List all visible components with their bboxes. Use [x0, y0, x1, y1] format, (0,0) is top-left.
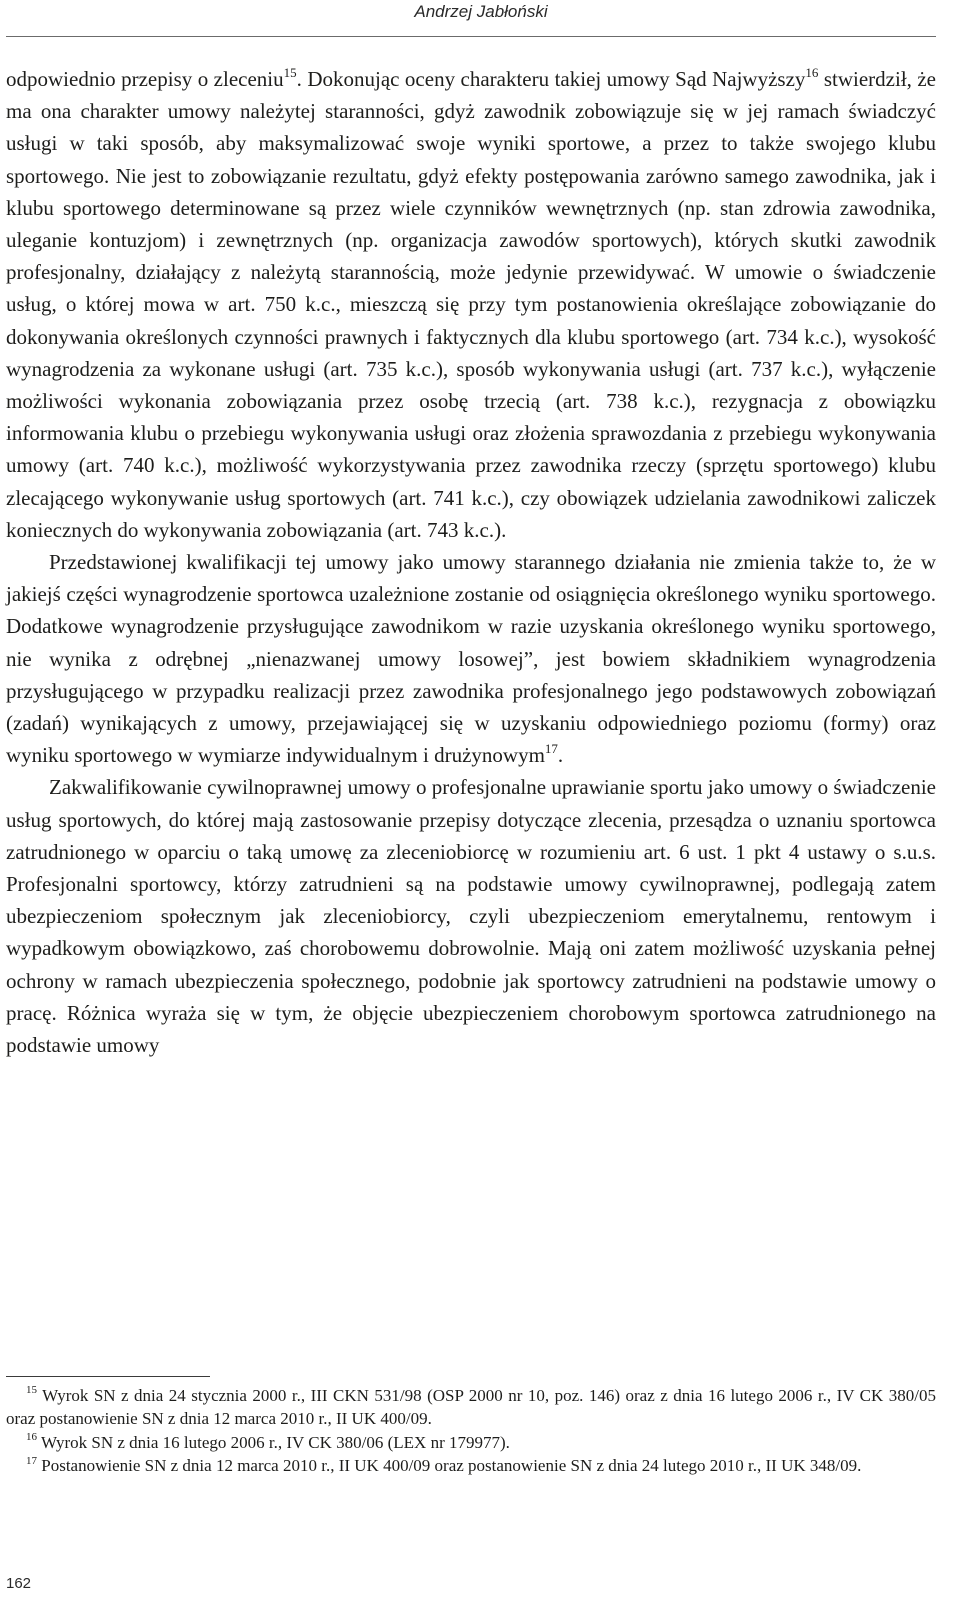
footnotes: [6, 1384, 936, 1478]
footnote-number: 17: [26, 1454, 37, 1467]
footnote-text: Wyrok SN z dnia 16 lutego 2006 r., IV CK 380/06 (LEX nr 179977).: [37, 1432, 510, 1452]
footnote-text: Wyrok SN z dnia 24 stycznia 2000 r., III CKN 531/98 (OSP 2000 nr 10, poz. 146) oraz z dnia 16 lutego 2006 r., IV CK 380/05 oraz postanowienie SN z dnia 12 marca 2010 r., II UK 400/09.: [6, 1386, 936, 1429]
paragraph-text: . Dokonując oceny charakteru takiej umowy Sąd Najwyższy: [296, 67, 806, 91]
main-text: [6, 63, 936, 1061]
footnote-number: 15: [26, 1384, 37, 1397]
paragraph-text: odpowiednio przepisy o zleceniu: [6, 67, 284, 91]
page-number: 162: [6, 1575, 32, 1592]
paragraph-2: [6, 546, 936, 771]
paragraph-text: .: [557, 743, 564, 768]
header-author: Andrzej Jabłoński: [414, 2, 548, 21]
footnote-separator: [6, 1376, 210, 1377]
paragraph-3: [6, 771, 936, 1061]
paragraph-text: stwierdził, że ma ona charakter umowy należytej staranności, gdyż zawodnik zobowiązuje się w jej ramach świadczyć usługi w taki sposób, aby maksymalizować swoje wyniki sportowe, a przez to także swojego klubu sportowego. Nie jest to zobowiązanie rezultatu, gdyż efekty postępowania zarówno samego zawodnika, jak i klubu sportowego determinowane są przez wiele czynników wewnętrznych (np. stan zdrowia zawodnika, uleganie kontuzjom) i zewnętrznych (np. organizacja zawodów sportowych), których skutki zawodnik profesjonalny, działający z należytą starannością, może jedynie przewidywać. W umowie o świadczenie usług, o której mowa w art. 750 k.c., mieszczą się przy tym postanowienia określające zobowiązanie do dokonywania określonych czynności prawnych i faktycznych dla klubu sportowego (art. 734 k.c.), wysokość wynagrodzenia za wykonane usługi (art. 735 k.c.), sposób wykonywania usługi (art. 737 k.c.), wyłączenie możliwości wykonania zobowiązania przez osobę trzecią (art. 738 k.c.), rezygnacja z obowiązku informowania klubu o przebiegu wykonywania usługi oraz złożenia sprawozdania z przebiegu wykonywania umowy (art. 740 k.c.), możliwość wykorzystywania przez zawodnika rzeczy (sprzętu sportowego) klubu zlecającego wykonywanie usług sportowych (art. 741 k.c.), czy obowiązek udzielania zawodnikowi zaliczek koniecznych do wykonywania zobowiązania (art. 743 k.c.).: [6, 67, 937, 542]
running-header: [6, 0, 936, 37]
paragraph-1: [6, 63, 936, 546]
footnote-ref-15[interactable]: 15: [283, 65, 297, 80]
footnote-ref-16[interactable]: 16: [805, 65, 819, 80]
paragraph-text: Przedstawionej kwalifikacji tej umowy jako umowy starannego działania nie zmienia także to, że w jakiejś części wynagrodzenie sportowca uzależnione zostanie od osiągnięcia określonego wyniku sportowego. Dodatkowe wynagrodzenie przysługujące zawodnikom w razie uzyskania określonego wyniku sportowego, nie wynika z odrębnej „nienazwanej umowy losowej”, jest bowiem składnikiem wynagrodzenia przysługującego w przypadku realizacji przez zawodnika profesjonalnego jego podstawowych zobowiązań (zadań) wynikających z umowy, przejawiającej się w uzyskaniu odpowiedniego poziomu (formy) oraz wyniku sportowego w wymiarze indywidualnym i drużynowym: [6, 550, 936, 768]
footnote-text: Postanowienie SN z dnia 12 marca 2010 r., II UK 400/09 oraz postanowienie SN z dnia 24 lutego 2010 r., II UK 348/09.: [37, 1456, 862, 1476]
footnote-ref-17[interactable]: 17: [544, 741, 558, 757]
footnote-17: [6, 1454, 936, 1477]
footnote-16: [6, 1431, 936, 1454]
paragraph-text: Zakwalifikowanie cywilnoprawnej umowy o profesjonalne uprawianie sportu jako umowy o świadczenie usług sportowych, do której mają zastosowanie przepisy dotyczące zlecenia, przesądza o uznaniu sportowca zatrudnionego w oparciu o taką umowę za zleceniobiorcę w rozumieniu art. 6 ust. 1 pkt 4 ustawy o s.u.s. Profesjonalni sportowcy, którzy zatrudnieni są na podstawie umowy cywilnoprawnej, podlegają zatem ubezpieczeniom społecznym jak zleceniobiorcy, czyli ubezpieczeniom emerytalnemu, rentowym i wypadkowym obowiązkowo, zaś chorobowemu dobrowolnie. Mają oni zatem możliwość uzyskania pełnej ochrony w ramach ubezpieczenia społecznego, podobnie jak sportowcy zatrudnieni na podstawie umowy o pracę. Różnica wyraża się w tym, że objęcie ubezpieczeniem chorobowym sportowca zatrudnionego na podstawie umowy: [6, 775, 936, 1058]
footnote-15: [6, 1384, 936, 1431]
footnote-number: 16: [26, 1431, 37, 1444]
